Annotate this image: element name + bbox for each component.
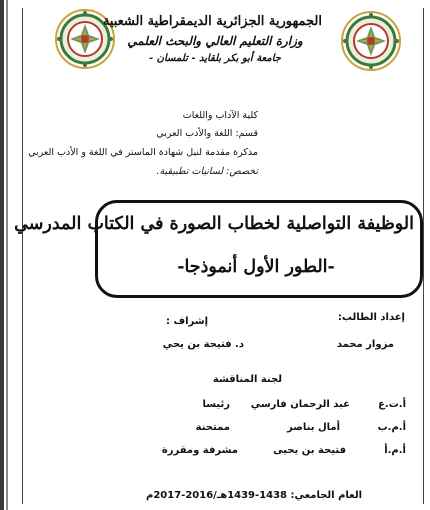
department-name: قسم: اللغة والأدب العربي <box>156 128 258 139</box>
committee-member-rank: أ.م.أ <box>384 445 406 456</box>
student-label: إعداد الطالب: <box>337 312 405 323</box>
committee-member-role: رئيسا <box>202 399 230 410</box>
committee-title: لجنة المناقشة <box>212 374 282 385</box>
committee-member-role: ممتحنة <box>195 422 230 433</box>
committee-member-role: مشرفة ومقررة <box>161 445 238 456</box>
thesis-subtitle: -الطور الأول أنموذجا- <box>177 257 335 277</box>
specialty: تخصص: لسانيات تطبيقية. <box>156 166 258 177</box>
thesis-title: الوظيفة التواصلية لخطاب الصورة في الكتاب المدرسي <box>14 214 414 234</box>
ministry-name: وزارة التعليم العالي والبحث العلمي <box>127 34 303 48</box>
student-name: مزوار محمد <box>336 339 394 350</box>
committee-member-name: أمال بناصر <box>286 422 340 433</box>
left-border-bar <box>0 0 4 510</box>
committee-member-rank: أ.ت.ع <box>378 399 406 410</box>
committee-member-name: عبد الرحمان فارسي <box>250 399 350 410</box>
university-name: جامعة أبو بكر بلقايد - تلمسان - <box>149 53 281 64</box>
university-emblem-icon <box>340 10 402 72</box>
faculty-name: كلية الآداب واللغات <box>182 110 258 121</box>
committee-member-name: فتيحة بن يحيى <box>273 445 346 456</box>
committee-member-rank: أ.م.ب <box>377 422 406 433</box>
left-border-line <box>6 0 8 510</box>
academic-year: العام الجامعي: 1438-1439هـ/2016-2017م <box>145 490 363 501</box>
republic-name: الجمهورية الجزائرية الديمقراطية الشعبية <box>102 14 322 29</box>
supervisor-label: إشراف : <box>165 316 208 327</box>
memo-description: مذكرة مقدمة لنيل شهادة الماستر في اللغة و الأدب العربي <box>28 147 258 158</box>
supervisor-name: د. فتيحة بن يحي <box>162 339 244 350</box>
